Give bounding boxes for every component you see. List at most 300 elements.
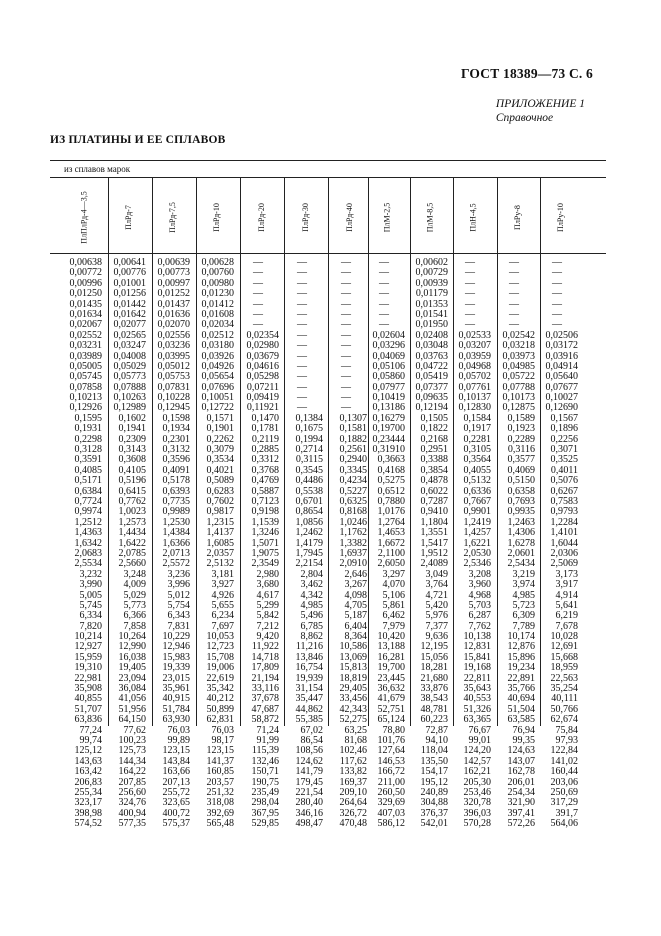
table-cell: 0,07696 — [201, 381, 234, 393]
table-cell: 0,9817 — [206, 506, 234, 518]
table-cell: 207,85 — [118, 776, 146, 788]
table-cell: 23,094 — [118, 672, 146, 684]
table-cell: 0,01256 — [113, 288, 146, 300]
table-cell: 0,00939 — [415, 277, 448, 289]
table-cell: 162,21 — [463, 766, 491, 778]
table-cell: 51,326 — [463, 703, 491, 715]
table-cell: 0,2262 — [206, 433, 234, 445]
table-cell: 166,72 — [377, 766, 405, 778]
table-cell: 0,19700 — [372, 423, 405, 435]
table-cell: 0,02067 — [69, 319, 102, 331]
table-cell: 7,831 — [167, 620, 190, 632]
appendix-subtitle: Справочное — [495, 112, 554, 124]
table-cell: — — [341, 308, 351, 320]
table-cell: 1,0023 — [118, 506, 146, 518]
table-cell: 15,708 — [206, 651, 234, 663]
table-cell: — — [465, 277, 475, 289]
table-cell: 0,05029 — [113, 360, 146, 372]
table-cell: 0,4234 — [339, 475, 367, 487]
table-cell: 3,219 — [512, 568, 535, 580]
table-cell: 163,66 — [162, 766, 190, 778]
table-cell: 0,03218 — [502, 340, 535, 352]
table-cell: 0,3071 — [550, 444, 578, 456]
column-header-label: ПлМ-8,5 — [425, 202, 435, 232]
table-cell: 0,07677 — [545, 381, 578, 393]
table-cell: 0,3596 — [162, 454, 190, 466]
table-cell: 62,831 — [206, 714, 234, 726]
table-cell: 4,705 — [344, 599, 367, 611]
data-column — [493, 258, 535, 829]
table-cell: 0,5275 — [377, 475, 405, 487]
table-cell: 0,4486 — [295, 475, 323, 487]
table-cell: 565,48 — [206, 818, 234, 830]
table-cell: 2,0683 — [74, 547, 102, 559]
table-cell: 0,01437 — [157, 298, 190, 310]
table-cell: 31,154 — [295, 683, 323, 695]
table-cell: 195,12 — [420, 776, 448, 788]
table-subheading: из сплавов марок — [64, 164, 131, 174]
table-cell: 0,3545 — [295, 464, 323, 476]
table-cell: 22,811 — [463, 672, 491, 684]
table-cell: 256,60 — [118, 786, 146, 798]
table-cell: 1,6422 — [118, 537, 146, 549]
table-cell: — — [297, 267, 307, 279]
table-cell: 0,04069 — [372, 350, 405, 362]
table-cell: 63,836 — [74, 714, 102, 726]
table-cell: 1,4101 — [550, 527, 578, 539]
table-cell: 4,914 — [555, 589, 578, 601]
table-cell: — — [509, 277, 519, 289]
table-cell: 0,6325 — [339, 495, 367, 507]
table-cell: 19,234 — [507, 662, 535, 674]
table-cell: 6,404 — [344, 620, 367, 632]
table-cell: 2,0713 — [162, 547, 190, 559]
table-cell: 0,03679 — [246, 350, 279, 362]
table-cell: 3,173 — [555, 568, 578, 580]
table-cell: 304,88 — [420, 797, 448, 809]
column-header — [62, 182, 106, 252]
table-cell: 12,831 — [463, 641, 491, 653]
table-cell: 1,2530 — [162, 516, 190, 528]
table-cell: 318,08 — [206, 797, 234, 809]
table-cell: 4,070 — [382, 579, 405, 591]
table-cell: 0,7762 — [118, 495, 146, 507]
table-cell: 144,34 — [118, 755, 146, 767]
table-cell: 78,80 — [382, 724, 405, 736]
table-cell: 115,39 — [251, 745, 279, 757]
table-cell: 5,641 — [555, 599, 578, 611]
table-cell: 19,700 — [377, 662, 405, 674]
table-cell: — — [465, 308, 475, 320]
table-cell: 0,7602 — [206, 495, 234, 507]
table-cell: 0,9198 — [251, 506, 279, 518]
column-header-label: ПлРд-40 — [344, 202, 354, 232]
table-cell: 0,7735 — [162, 495, 190, 507]
table-cell: 0,5178 — [162, 475, 190, 487]
table-cell: 0,5089 — [206, 475, 234, 487]
table-cell: — — [253, 277, 263, 289]
table-cell: 0,1781 — [251, 423, 279, 435]
table-cell: 0,9989 — [162, 506, 190, 518]
table-cell: — — [341, 381, 351, 393]
table-cell: — — [253, 319, 263, 331]
column-header-label: ПлРд-7,5 — [167, 201, 177, 233]
table-cell: 6,219 — [555, 610, 578, 622]
table-cell: 0,5171 — [74, 475, 102, 487]
table-cell: 33,876 — [420, 683, 448, 695]
table-cell: 2,980 — [256, 568, 279, 580]
table-cell: 0,03296 — [372, 340, 405, 352]
table-cell: 0,01001 — [113, 277, 146, 289]
table-cell: 264,64 — [339, 797, 367, 809]
table-cell: 12,195 — [420, 641, 448, 653]
table-cell: 63,365 — [463, 714, 491, 726]
table-cell: 10,420 — [377, 631, 405, 643]
table-cell: 62,674 — [550, 714, 578, 726]
table-cell: 0,2119 — [251, 433, 279, 445]
table-cell: 0,05722 — [502, 371, 535, 383]
table-cell: 0,10263 — [113, 392, 146, 404]
table-cell: 564,06 — [550, 818, 578, 830]
table-cell: 4,721 — [425, 589, 448, 601]
table-cell: — — [552, 267, 562, 279]
table-cell: 0,1584 — [463, 412, 491, 424]
table-cell: 0,7724 — [74, 495, 102, 507]
table-cell: 1,4306 — [507, 527, 535, 539]
table-cell: 16,038 — [118, 651, 146, 663]
table-cell: 317,29 — [550, 797, 578, 809]
table-cell: — — [253, 308, 263, 320]
table-cell: 7,678 — [555, 620, 578, 632]
table-cell: 35,643 — [463, 683, 491, 695]
table-cell: 8,364 — [344, 631, 367, 643]
table-cell: 0,5538 — [295, 485, 323, 497]
table-cell: 0,02354 — [246, 329, 279, 341]
table-cell: 35,447 — [295, 693, 323, 705]
table-cell: 0,9901 — [463, 506, 491, 518]
table-cell: 10,214 — [74, 631, 102, 643]
data-column — [363, 258, 405, 829]
table-cell: 1,6937 — [339, 547, 367, 559]
table-cell: 35,961 — [162, 683, 190, 695]
table-cell: 102,46 — [339, 745, 367, 757]
table-cell: 21,194 — [251, 672, 279, 684]
table-cell: — — [253, 298, 263, 310]
table-cell: — — [297, 288, 307, 300]
table-cell: 40,111 — [551, 693, 578, 705]
table-cell: 10,174 — [507, 631, 535, 643]
table-cell: 4,926 — [211, 589, 234, 601]
table-cell: 1,4257 — [463, 527, 491, 539]
table-cell: 3,764 — [425, 579, 448, 591]
table-cell: 75,84 — [555, 724, 578, 736]
table-cell: 1,4434 — [118, 527, 146, 539]
table-cell: 235,49 — [251, 786, 279, 798]
table-cell: 0,00638 — [69, 257, 102, 268]
table-cell: 0,10027 — [545, 392, 578, 404]
table-cell: 3,208 — [468, 568, 491, 580]
table-cell: 0,01634 — [69, 308, 102, 320]
table-cell: 0,07761 — [458, 381, 491, 393]
table-cell: 77,24 — [79, 724, 102, 736]
table-cell: 0,12830 — [458, 402, 491, 414]
table-cell: 36,084 — [118, 683, 146, 695]
table-cell: 2,5132 — [206, 558, 234, 570]
table-cell: 0,04926 — [201, 360, 234, 372]
table-cell: 0,02980 — [246, 340, 279, 352]
table-cell: 0,05773 — [113, 371, 146, 383]
table-cell: 254,34 — [507, 786, 535, 798]
table-cell: 0,1941 — [118, 423, 146, 435]
table-cell: 10,053 — [206, 631, 234, 643]
table-cell: 0,01541 — [415, 308, 448, 320]
table-cell: 7,858 — [123, 620, 146, 632]
table-cell: 0,7880 — [377, 495, 405, 507]
table-cell: 1,9512 — [420, 547, 448, 559]
table-cell: 1,6672 — [377, 537, 405, 549]
table-cell: 0,4085 — [74, 464, 102, 476]
table-cell: 146,53 — [377, 755, 405, 767]
table-cell: 0,02533 — [458, 329, 491, 341]
table-cell: 0,3116 — [507, 444, 535, 456]
table-cell: 1,5071 — [251, 537, 279, 549]
table-cell: 0,00776 — [113, 267, 146, 279]
table-cell: 0,1602 — [118, 412, 146, 424]
table-cell: 2,5660 — [118, 558, 146, 570]
data-column — [536, 258, 578, 829]
table-cell: 9,636 — [425, 631, 448, 643]
table-cell: 99,35 — [512, 734, 535, 746]
table-cell: — — [341, 402, 351, 414]
table-cell: — — [465, 288, 475, 300]
table-cell: 3,248 — [123, 568, 146, 580]
table-cell: 19,339 — [162, 662, 190, 674]
table-cell: 0,00760 — [201, 267, 234, 279]
table-cell: 0,07211 — [246, 381, 279, 393]
table-cell: 7,762 — [468, 620, 491, 632]
table-cell: 12,990 — [118, 641, 146, 653]
table-cell: 7,789 — [512, 620, 535, 632]
table-cell: 0,6393 — [162, 485, 190, 497]
table-cell: 0,00602 — [415, 257, 448, 268]
table-cell: 0,2885 — [251, 444, 279, 456]
table-cell: 141,02 — [550, 755, 578, 767]
table-cell: 15,983 — [162, 651, 190, 663]
table-cell: 77,62 — [123, 724, 146, 736]
table-cell: 1,1804 — [420, 516, 448, 528]
table-cell: 0,3534 — [206, 454, 234, 466]
table-cell: 0,1505 — [420, 412, 448, 424]
table-cell: 0,5076 — [550, 475, 578, 487]
table-cell: 50,766 — [550, 703, 578, 715]
table-cell: 407,03 — [377, 807, 405, 819]
table-cell: 253,46 — [463, 786, 491, 798]
table-cell: 0,3564 — [463, 454, 491, 466]
table-cell: 6,343 — [167, 610, 190, 622]
table-cell: 19,405 — [118, 662, 146, 674]
table-cell: 143,07 — [507, 755, 535, 767]
table-cell: — — [341, 319, 351, 331]
table-cell: 0,07888 — [113, 381, 146, 393]
table-cell: 0,7583 — [550, 495, 578, 507]
table-cell: — — [341, 288, 351, 300]
table-cell: 63,25 — [344, 724, 367, 736]
table-top-rule — [50, 160, 606, 161]
table-cell: 1,2462 — [295, 527, 323, 539]
table-cell: 203,57 — [206, 776, 234, 788]
table-cell: 0,12989 — [113, 402, 146, 414]
table-cell: 2,0306 — [550, 547, 578, 559]
table-cell: 470,48 — [339, 818, 367, 830]
table-cell: 3,680 — [256, 579, 279, 591]
table-cell: 207,13 — [162, 776, 190, 788]
table-cell: 5,029 — [123, 589, 146, 601]
table-cell: 0,1923 — [507, 423, 535, 435]
table-cell: 0,6022 — [420, 485, 448, 497]
table-cell: 0,8654 — [295, 506, 323, 518]
table-cell: 3,927 — [211, 579, 234, 591]
table-cell: 132,46 — [251, 755, 279, 767]
table-cell: — — [297, 360, 307, 372]
table-cell: 5,842 — [256, 610, 279, 622]
table-cell: 2,5572 — [162, 558, 190, 570]
table-cell: 206,83 — [74, 776, 102, 788]
table-cell: 15,841 — [463, 651, 491, 663]
table-cell: 162,78 — [507, 766, 535, 778]
table-cell: 0,6701 — [295, 495, 323, 507]
table-cell: 0,01950 — [415, 319, 448, 331]
table-cell: 2,1100 — [377, 547, 405, 559]
table-cell: 542,01 — [420, 818, 448, 830]
table-cell: 10,028 — [550, 631, 578, 643]
table-cell: 0,4091 — [162, 464, 190, 476]
column-header — [408, 182, 452, 252]
table-cell: 22,563 — [550, 672, 578, 684]
table-cell: 323,17 — [74, 797, 102, 809]
data-column — [237, 258, 279, 829]
table-cell: 0,07858 — [69, 381, 102, 393]
table-cell: 0,05640 — [545, 371, 578, 383]
table-cell: 141,37 — [206, 755, 234, 767]
table-cell: 5,745 — [79, 599, 102, 611]
table-cell: 0,4168 — [377, 464, 405, 476]
column-header — [239, 182, 283, 252]
table-cell: 0,9974 — [74, 506, 102, 518]
table-cell: 5,012 — [167, 589, 190, 601]
table-cell: — — [379, 319, 389, 331]
table-cell: 0,1581 — [339, 423, 367, 435]
table-cell: — — [379, 308, 389, 320]
table-cell: 2,0910 — [339, 558, 367, 570]
table-cell: 0,3663 — [377, 454, 405, 466]
table-cell: 35,254 — [550, 683, 578, 695]
table-cell: 3,990 — [79, 579, 102, 591]
table-cell: 0,6336 — [463, 485, 491, 497]
table-cell: 12,927 — [74, 641, 102, 653]
table-cell: 4,968 — [468, 589, 491, 601]
table-cell: 0,1934 — [162, 423, 190, 435]
table-cell: 250,69 — [550, 786, 578, 798]
table-cell: 574,52 — [74, 818, 102, 830]
table-cell: 15,896 — [507, 651, 535, 663]
table-cell: 15,668 — [550, 651, 578, 663]
table-cell: 5,106 — [382, 589, 405, 601]
table-cell: — — [379, 277, 389, 289]
table-cell: 19,939 — [295, 672, 323, 684]
table-cell: 41,056 — [118, 693, 146, 705]
table-cell: 0,1598 — [162, 412, 190, 424]
table-cell: 0,02408 — [415, 329, 448, 341]
table-cell: 37,678 — [251, 693, 279, 705]
table-cell: — — [341, 360, 351, 372]
table-cell: 81,68 — [344, 734, 367, 746]
table-cell: 0,03959 — [458, 350, 491, 362]
table-cell: 0,10173 — [502, 392, 535, 404]
table-cell: — — [341, 340, 351, 352]
table-cell: 2,646 — [344, 568, 367, 580]
table-cell: 0,12875 — [502, 402, 535, 414]
table-cell: 160,85 — [206, 766, 234, 778]
table-cell: 0,9935 — [507, 506, 535, 518]
table-cell: 0,00641 — [113, 257, 146, 268]
table-cell: 7,697 — [211, 620, 234, 632]
table-cell: — — [341, 329, 351, 341]
table-cell: 0,05702 — [458, 371, 491, 383]
table-cell: 5,754 — [167, 599, 190, 611]
table-cell: — — [552, 288, 562, 300]
table-cell: 209,10 — [339, 786, 367, 798]
table-cell: 12,691 — [550, 641, 578, 653]
table-cell: 280,40 — [295, 797, 323, 809]
table-cell: 10,229 — [162, 631, 190, 643]
data-column — [406, 258, 448, 829]
table-cell: 10,264 — [118, 631, 146, 643]
table-cell: — — [552, 308, 562, 320]
table-cell: 0,2309 — [118, 433, 146, 445]
table-cell: 1,1762 — [339, 527, 367, 539]
table-cell: 52,751 — [377, 703, 405, 715]
table-cell: 0,04008 — [113, 350, 146, 362]
table-cell: 22,619 — [206, 672, 234, 684]
table-cell: 0,1901 — [206, 423, 234, 435]
table-cell: — — [297, 308, 307, 320]
table-cell: 400,94 — [118, 807, 146, 819]
table-cell: 0,04616 — [246, 360, 279, 372]
table-cell: 33,116 — [251, 683, 279, 695]
table-cell: — — [509, 288, 519, 300]
table-cell: 320,78 — [463, 797, 491, 809]
table-cell: 4,985 — [300, 599, 323, 611]
table-cell: 40,694 — [507, 693, 535, 705]
table-cell: 391,7 — [555, 807, 578, 819]
table-cell: 0,09635 — [415, 392, 448, 404]
table-cell: 0,31910 — [372, 444, 405, 456]
table-cell: 12,723 — [206, 641, 234, 653]
table-cell: 0,00997 — [157, 277, 190, 289]
table-cell: 11,922 — [251, 641, 279, 653]
table-cell: 0,2714 — [295, 444, 323, 456]
table-cell: 0,3079 — [206, 444, 234, 456]
table-cell: 154,17 — [420, 766, 448, 778]
table-cell: 71,24 — [256, 724, 279, 736]
table-cell: 0,6512 — [377, 485, 405, 497]
table-cell: 16,754 — [295, 662, 323, 674]
table-cell: 0,5132 — [463, 475, 491, 487]
table-cell: 6,309 — [512, 610, 535, 622]
table-cell: 150,71 — [251, 766, 279, 778]
table-cell: 0,05745 — [69, 371, 102, 383]
table-cell: 0,03995 — [157, 350, 190, 362]
